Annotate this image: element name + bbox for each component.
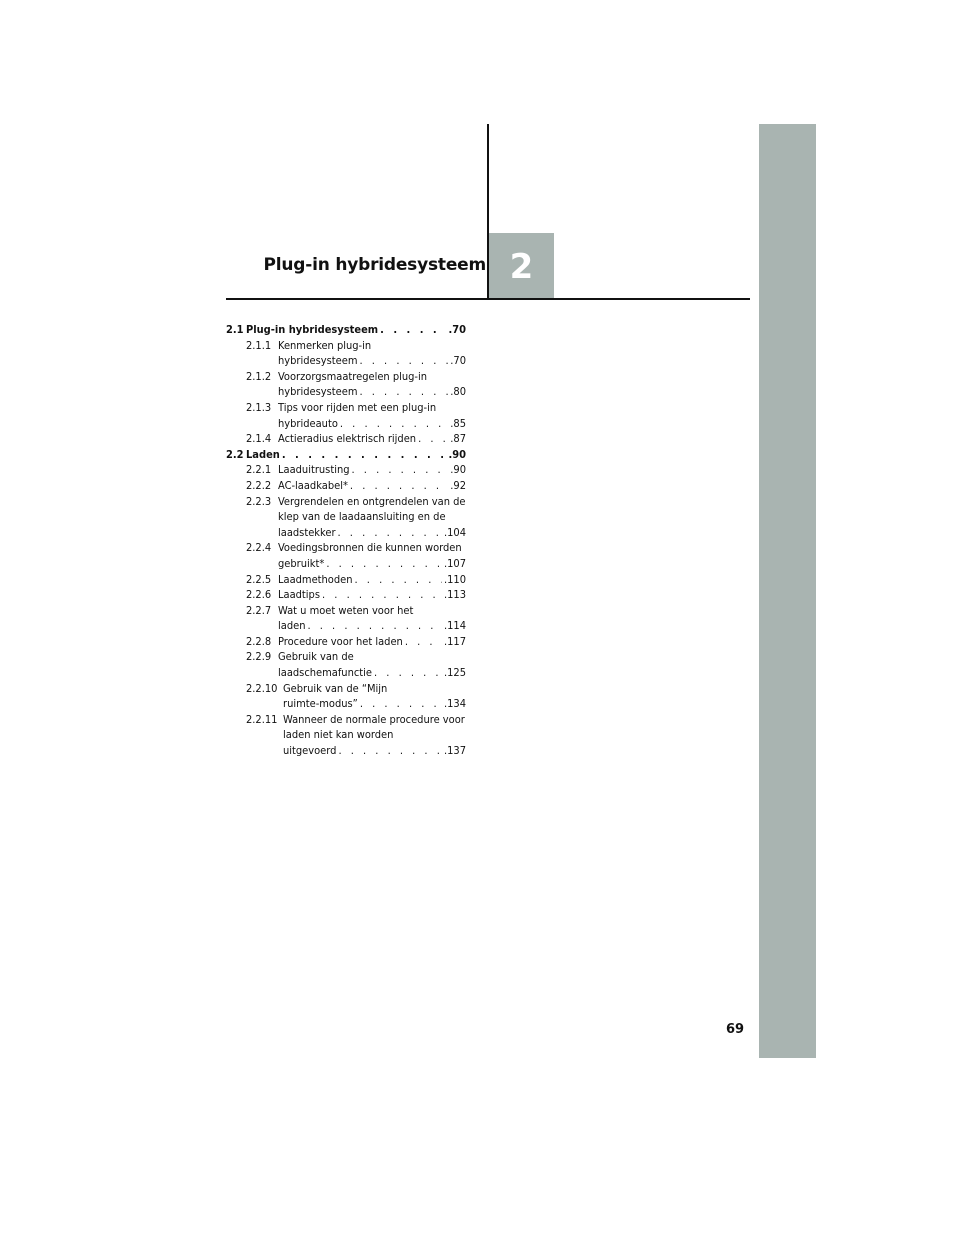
toc-entry[interactable] <box>226 634 466 650</box>
chapter-number: 2 <box>509 247 534 287</box>
toc-entry-number: 2.2.11 <box>246 712 278 726</box>
toc-entry-page: .110 <box>443 572 466 586</box>
toc-entry[interactable] <box>226 681 466 712</box>
toc-entry-title-line: klep van de laadaansluiting en de <box>278 510 446 524</box>
toc-entry-title-line: laden niet kan worden <box>283 728 394 742</box>
dot-leader <box>359 384 448 400</box>
page-number: 69 <box>726 1022 745 1037</box>
toc-entry-title: hybridesysteem <box>278 354 358 368</box>
toc-entry[interactable] <box>226 338 466 369</box>
toc-entry-page: .125 <box>443 666 466 680</box>
chapter-side-tab <box>759 124 816 1058</box>
toc-entry-page: .117 <box>443 634 466 648</box>
toc-entry-title: gebruikt* <box>278 556 325 570</box>
toc-entry[interactable] <box>226 649 466 680</box>
toc-entry-number: 2.2.5 <box>246 572 272 586</box>
toc-entry-page: .113 <box>443 588 466 602</box>
toc-entry-page: .90 <box>448 447 466 461</box>
toc-entry-number: 2.2.6 <box>246 588 272 602</box>
dot-leader <box>374 665 442 681</box>
toc-entry-title-line: Gebruik van de “Mijn <box>283 681 388 695</box>
toc-entry-title: Laden <box>246 447 280 461</box>
dot-leader <box>307 618 442 634</box>
toc-entry-number: 2.2.9 <box>246 650 272 664</box>
toc-entry-number: 2.2.1 <box>246 463 272 477</box>
toc-entry-title: Actieradius elektrisch rijden <box>278 432 417 446</box>
dot-leader <box>338 525 442 541</box>
dot-leader <box>380 322 446 338</box>
toc-entry-title: uitgevoerd <box>283 744 337 758</box>
dot-leader <box>418 431 448 447</box>
chapter-title: Plug-in hybridesysteem <box>263 255 486 275</box>
toc-entry-title-line: Wanneer de normale procedure voor <box>283 712 465 726</box>
table-of-contents <box>226 322 466 759</box>
dot-leader <box>350 478 448 494</box>
toc-entry[interactable] <box>226 369 466 400</box>
toc-entry-number: 2.1.4 <box>246 432 272 446</box>
toc-entry-page: .137 <box>443 744 466 758</box>
toc-entry-number: 2.1.1 <box>246 338 272 352</box>
toc-entry[interactable] <box>226 400 466 431</box>
toc-entry-title: ruimte-modus” <box>283 697 358 711</box>
toc-entry-number: 2.2.2 <box>246 478 272 492</box>
toc-entry-page: .114 <box>443 619 466 633</box>
toc-entry-title: Procedure voor het laden <box>278 634 403 648</box>
toc-entry[interactable] <box>226 587 466 603</box>
dot-leader <box>282 447 447 463</box>
toc-entry-number: 2.2.8 <box>246 634 272 648</box>
dot-leader <box>352 462 449 478</box>
toc-entry-title: laden <box>278 619 306 633</box>
toc-entry[interactable] <box>226 712 466 759</box>
toc-entry-title: Laaduitrusting <box>278 463 350 477</box>
dot-leader <box>322 587 442 603</box>
toc-entry-title-line: Vergrendelen en ontgrendelen van de <box>278 494 466 508</box>
toc-entry-title: Plug-in hybridesysteem <box>246 323 379 336</box>
toc-entry[interactable] <box>226 462 466 478</box>
toc-entry-page: .80 <box>450 385 466 399</box>
toc-entry-number: 2.1.3 <box>246 400 272 414</box>
dot-leader <box>360 696 442 712</box>
header-rule <box>226 298 750 300</box>
dot-leader <box>405 634 442 650</box>
toc-entry[interactable] <box>226 431 466 447</box>
toc-entry-page: .70 <box>450 354 466 368</box>
toc-entry-title: laadstekker <box>278 525 336 539</box>
toc-entry-page: .87 <box>450 432 466 446</box>
toc-entry-page: .104 <box>443 525 466 539</box>
toc-entry-title-line: Tips voor rijden met een plug-in <box>278 400 437 414</box>
toc-entry-title-line: Kenmerken plug-in <box>278 338 372 352</box>
toc-entry-title-line: Voedingsbronnen die kunnen worden <box>278 541 462 555</box>
toc-entry-number: 2.2.7 <box>246 603 272 617</box>
toc-entry-page: .70 <box>448 323 466 336</box>
toc-entry-number: 2.2.4 <box>246 541 272 555</box>
toc-entry[interactable] <box>226 572 466 588</box>
toc-entry-page: .92 <box>450 478 466 492</box>
toc-entry-number: 2.1 <box>226 323 244 336</box>
toc-entry-page: .85 <box>450 416 466 430</box>
toc-entry[interactable] <box>226 494 466 541</box>
dot-leader <box>326 556 442 572</box>
toc-entry-title: Laadmethoden <box>278 572 353 586</box>
toc-entry[interactable] <box>226 478 466 494</box>
toc-entry[interactable] <box>226 603 466 634</box>
toc-entry-page: .134 <box>443 697 466 711</box>
toc-entry-title: hybridesysteem <box>278 385 358 399</box>
toc-entry-number: 2.2.10 <box>246 681 278 695</box>
toc-entry-title: Laadtips <box>278 588 320 602</box>
toc-entry-number: 2.1.2 <box>246 369 272 383</box>
toc-entry[interactable] <box>226 540 466 571</box>
toc-entry-title-line: Gebruik van de <box>278 650 354 664</box>
dot-leader <box>355 572 442 588</box>
toc-entry-page: .107 <box>443 556 466 570</box>
toc-entry-number: 2.2 <box>226 447 244 461</box>
toc-entry-title: AC-laadkabel* <box>278 478 348 492</box>
toc-entry[interactable] <box>226 447 466 463</box>
dot-leader <box>340 416 448 432</box>
toc-entry-title-line: Voorzorgsmaatregelen plug-in <box>278 369 428 383</box>
toc-entry-title-line: Wat u moet weten voor het <box>278 603 414 617</box>
toc-entry-number: 2.2.3 <box>246 494 272 508</box>
toc-entry-title: laadschemafunctie <box>278 666 373 680</box>
dot-leader <box>338 743 442 759</box>
toc-entry-page: .90 <box>450 463 466 477</box>
toc-entry[interactable] <box>226 322 466 338</box>
dot-leader <box>359 353 448 369</box>
toc-entry-title: hybrideauto <box>278 416 338 430</box>
